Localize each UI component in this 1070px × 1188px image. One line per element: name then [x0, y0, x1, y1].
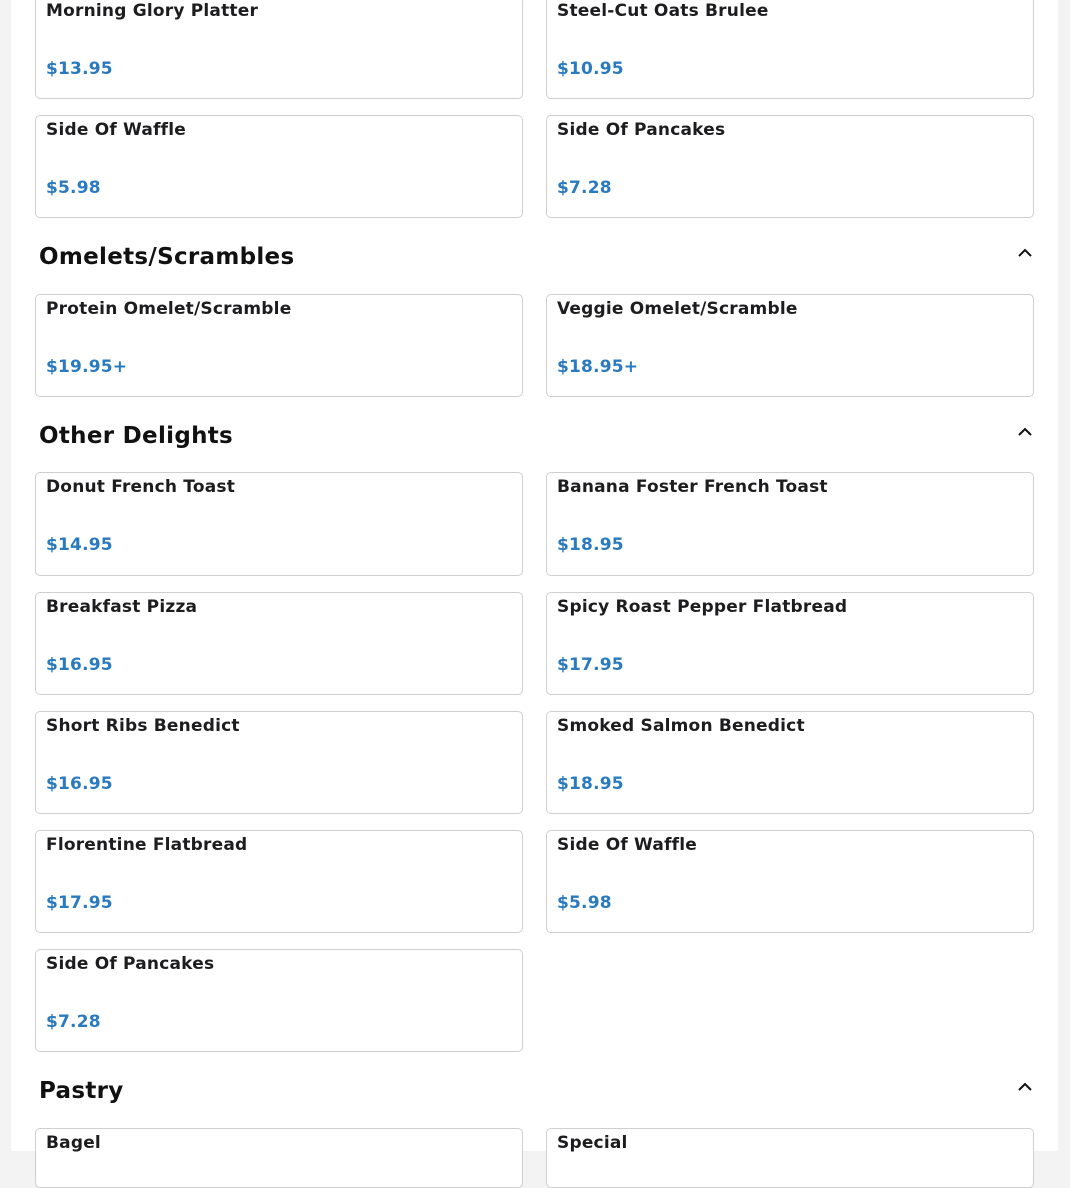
menu-item-price: $5.98: [557, 893, 612, 913]
menu-item-card[interactable]: [35, 830, 523, 933]
menu-item-card[interactable]: [35, 115, 523, 218]
menu-item-price: $18.95+: [557, 357, 639, 377]
menu-item-card[interactable]: [546, 592, 1034, 695]
menu-item-price: $19.95+: [46, 357, 128, 377]
section-collapse-button[interactable]: [1014, 241, 1036, 263]
menu-item-price: $5.98: [46, 178, 101, 198]
menu-item-price: $17.95: [557, 655, 624, 675]
menu-item-card[interactable]: [35, 472, 523, 576]
menu-item-name: Breakfast Pizza: [46, 597, 198, 617]
menu-item-card[interactable]: [546, 115, 1034, 218]
menu-item-price: $10.95: [557, 59, 624, 79]
menu-item-card[interactable]: [546, 472, 1034, 576]
chevron-up-icon: [1018, 1082, 1032, 1091]
menu-item-card[interactable]: [546, 294, 1034, 397]
menu-item-price: $17.95: [46, 893, 113, 913]
menu-item-name: Steel-Cut Oats Brulee: [557, 1, 769, 21]
menu-item-name: Protein Omelet/Scramble: [46, 299, 292, 319]
menu-item-card[interactable]: [546, 830, 1034, 933]
menu-item-name: Florentine Flatbread: [46, 835, 248, 855]
menu-item-name: Special: [557, 1133, 628, 1153]
menu-item-name: Donut French Toast: [46, 477, 236, 497]
section-collapse-button[interactable]: [1014, 1075, 1036, 1097]
menu-item-name: Short Ribs Benedict: [46, 716, 240, 736]
menu-item-price: $7.28: [557, 178, 612, 198]
menu-item-card[interactable]: [35, 294, 523, 397]
menu-page: [11, 0, 1058, 1151]
menu-item-card[interactable]: [546, 0, 1034, 99]
menu-item-name: Bagel: [46, 1133, 101, 1153]
menu-item-name: Spicy Roast Pepper Flatbread: [557, 597, 848, 617]
menu-item-price: $13.95: [46, 59, 113, 79]
menu-item-name: Smoked Salmon Benedict: [557, 716, 805, 736]
menu-item-price: $7.28: [46, 1012, 101, 1032]
section-title-pastry: Pastry: [39, 1078, 124, 1104]
menu-item-card[interactable]: [35, 1128, 523, 1188]
chevron-up-icon: [1018, 248, 1032, 257]
menu-item-card[interactable]: [35, 949, 523, 1052]
section-title-other-delights: Other Delights: [39, 423, 234, 449]
menu-item-name: Banana Foster French Toast: [557, 477, 828, 497]
menu-item-name: Side Of Waffle: [557, 835, 698, 855]
menu-item-card[interactable]: [35, 592, 523, 695]
menu-item-card[interactable]: [35, 711, 523, 814]
menu-item-name: Side Of Pancakes: [46, 954, 215, 974]
menu-item-price: $14.95: [46, 535, 113, 555]
menu-item-price: $18.95: [557, 535, 624, 555]
section-title-omelets-scrambles: Omelets/Scrambles: [39, 244, 295, 270]
menu-item-name: Side Of Waffle: [46, 120, 187, 140]
menu-item-price: $16.95: [46, 774, 113, 794]
menu-item-price: $16.95: [46, 655, 113, 675]
menu-item-name: Morning Glory Platter: [46, 1, 259, 21]
menu-item-name: Veggie Omelet/Scramble: [557, 299, 798, 319]
chevron-up-icon: [1018, 427, 1032, 436]
section-collapse-button[interactable]: [1014, 420, 1036, 442]
menu-item-card[interactable]: [546, 711, 1034, 814]
menu-item-name: Side Of Pancakes: [557, 120, 726, 140]
menu-item-card[interactable]: [35, 0, 523, 99]
menu-item-card[interactable]: [546, 1128, 1034, 1188]
menu-item-price: $18.95: [557, 774, 624, 794]
